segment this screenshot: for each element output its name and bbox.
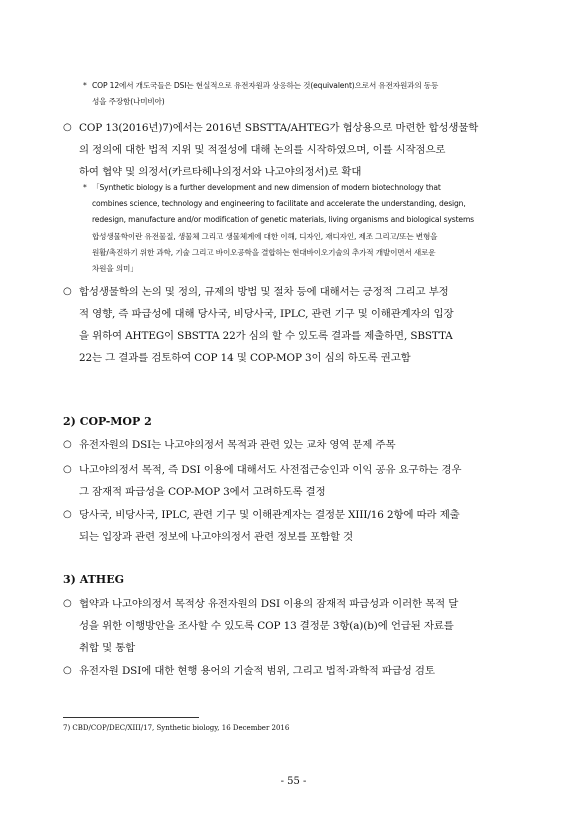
bullet-synthetic-biology-discussion xyxy=(63,281,533,369)
page-number: - 55 - xyxy=(280,776,307,787)
definition-line: redesign, manufacture and/or modification of genetic materials, living organisms and biological systems xyxy=(92,215,474,225)
bullet-marker: ○ xyxy=(63,122,72,133)
bullet-marker: ○ xyxy=(63,598,72,609)
bullet-marker: ○ xyxy=(63,509,72,520)
footnote-divider xyxy=(63,717,199,718)
definition-line: 차원을 의미」 xyxy=(92,264,138,274)
para-line: 유전자원의 DSI는 나고야의정서 목적과 관련 있는 교차 영역 문제 주목 xyxy=(79,439,396,451)
para-line: 나고야의정서 목적, 즉 DSI 이용에 대해서도 사전접근승인과 이익 공유 요구하는 경우 xyxy=(79,464,462,476)
para-line: COP 13(2016년)7)에서는 2016년 SBSTTA/AHTEG가 협상용으로 마련한 합성생물학 xyxy=(79,122,479,134)
para-line: 성을 위한 이행방안을 조사할 수 있도록 COP 13 결정문 3항(a)(b)에 언급된 자료를 xyxy=(79,620,454,632)
section-heading-atheg: 3) ATHEG xyxy=(63,573,124,586)
footnote: 7) CBD/COP/DEC/XIII/17, Synthetic biology, 16 December 2016 xyxy=(63,724,290,732)
note-line: 성을 주장함(나미비아) xyxy=(92,96,165,106)
bullet-marker: ○ xyxy=(63,464,72,475)
definition-line: combines science, technology and engineering to facilitate and accelerate the understanding, design, xyxy=(92,199,466,209)
bullet-dsi-cross-cutting xyxy=(63,434,533,456)
section-heading-cop-mop-2: 2) COP-MOP 2 xyxy=(63,415,152,428)
bullet-atheg-collect-data xyxy=(63,593,533,659)
bullet-cop13 xyxy=(63,117,533,183)
definition-line: 합성생물학이란 유전물질, 생물체 그리고 생물체계에 대한 이해, 디자인, 재디자인, 제조 그리고/또는 변형을 xyxy=(92,231,438,241)
para-line: 되는 입장과 관련 정보에 나고야의정서 관련 정보를 포함할 것 xyxy=(79,531,354,543)
bullet-marker: ○ xyxy=(63,439,72,450)
note-marker: * xyxy=(83,81,87,90)
para-line: 당사국, 비당사국, IPLC, 관련 기구 및 이해관계자는 결정문 XIII/16 2항에 따라 제출 xyxy=(79,509,460,521)
para-line: 22는 그 결과를 검토하여 COP 14 및 COP-MOP 3이 심의 하도록 권고함 xyxy=(79,352,411,364)
note-line: COP 12에서 개도국들은 DSI는 현실적으로 유전자원과 상응하는 것(equivalent)으로서 유전자원과의 동등 xyxy=(92,81,439,90)
bullet-marker: ○ xyxy=(63,665,72,676)
para-line: 합성생물학의 논의 및 정의, 규제의 방법 및 절차 등에 대해서는 긍정적 그리고 부정 xyxy=(79,286,449,298)
para-line: 을 위하여 AHTEG이 SBSTTA 22가 심의 할 수 있도록 결과를 제출하면, SBSTTA xyxy=(79,330,453,342)
para-line: 유전자원 DSI에 대한 현행 용어의 기술적 범위, 그리고 법적·과학적 파급성 검토 xyxy=(79,665,435,677)
bullet-marker: ○ xyxy=(63,286,72,297)
definition-line: 「Synthetic biology is a further development and new dimension of modern biotechnology that xyxy=(92,183,441,192)
definition-line: 원활/촉진하기 위한 과학, 기술 그리고 바이오공학을 결합하는 현대바이오기술의 추가적 개발이면서 새로운 xyxy=(92,247,436,257)
cop12-note xyxy=(83,78,528,109)
bullet-parties-submission xyxy=(63,504,533,548)
para-line: 취합 및 통합 xyxy=(79,642,136,654)
bullet-atheg-review-terms xyxy=(63,660,533,682)
para-line: 하여 협약 및 의정서(카르타헤나의정서와 나고야의정서)로 확대 xyxy=(79,166,362,178)
synthetic-biology-definition-note xyxy=(83,180,528,277)
para-line: 그 잠재적 파급성을 COP-MOP 3에서 고려하도록 결정 xyxy=(79,486,326,498)
para-line: 적 영향, 즉 파급성에 대해 당사국, 비당사국, IPLC, 관련 기구 및 이해관계자의 입장 xyxy=(79,308,454,320)
bullet-nagoya-purpose xyxy=(63,459,533,503)
para-line: 협약과 나고야의정서 목적상 유전자원의 DSI 이용의 잠재적 파급성과 이러한 목적 달 xyxy=(79,598,459,610)
note-marker: * xyxy=(83,183,87,192)
para-line: 의 정의에 대한 법적 지위 및 적절성에 대해 논의를 시작하였으며, 이를 시작점으로 xyxy=(79,144,446,156)
